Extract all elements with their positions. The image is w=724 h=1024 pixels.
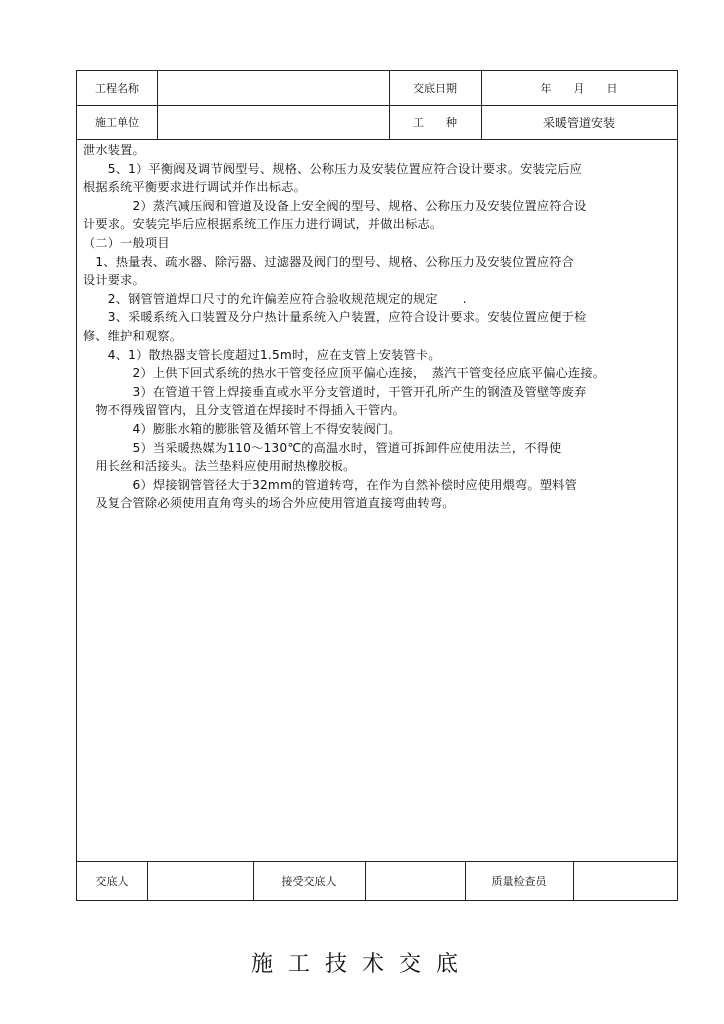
trade-label: 工 种 — [413, 116, 457, 129]
technical-disclosure-form — [76, 70, 678, 901]
content-line: 2）蒸汽减压阀和管道及设备上安全阀的型号、规格、公称压力及安装位置应符合设 — [83, 198, 587, 213]
content-line: 5）当采暖热媒为110～130℃的高温水时，管道可拆卸件应使用法兰，不得使 — [83, 440, 562, 455]
inspector-value — [573, 862, 677, 900]
content-line: 及复合管除必须使用直角弯头的场合外应使用管道直接弯曲转弯。 — [83, 496, 455, 511]
unit-label: 施工单位 — [95, 116, 139, 129]
header-row-2 — [77, 105, 677, 140]
project-name-value — [157, 71, 389, 105]
trade-value: 采暖管道安装 — [542, 115, 615, 130]
inspector-label: 质量检查员 — [491, 875, 547, 888]
page-title: 施工技术交底 — [250, 952, 473, 977]
content-line: 泄水装置。 — [83, 143, 145, 157]
unit-value — [157, 105, 389, 139]
content-line: 5、1）平衡阀及调节阀型号、规格、公称压力及安装位置应符合设计要求。安装完后应 — [83, 161, 583, 176]
content-line: （二）一般项目 — [83, 235, 170, 250]
content-line: 3）在管道干管上焊接垂直或水平分支管道时，干管开孔所产生的钢渣及管壁等废弃 — [83, 384, 587, 399]
content-line: 4）膨胀水箱的膨胀管及循环管上不得安装阀门。 — [83, 421, 401, 436]
handover-label: 交底人 — [95, 875, 129, 888]
receiver-label: 接受交底人 — [281, 875, 337, 888]
content-line: 2）上供下回式系统的热水干管变径应顶平偏心连接， 蒸汽干管变径应底平偏心连接。 — [83, 366, 606, 381]
header-row-1 — [77, 71, 677, 106]
content-line: 2、钢管管道焊口尺寸的允许偏差应符合验收规范规定的规定 . — [83, 291, 467, 306]
signature-row — [77, 861, 677, 900]
disclosure-content — [83, 141, 675, 513]
project-name-label: 工程名称 — [95, 82, 139, 95]
content-line: 6）焊接钢管管径大于32mm的管道转弯，在作为自然补偿时应使用煨弯。塑料管 — [83, 477, 577, 492]
content-line: 计要求。安装完毕后应根据系统工作压力进行调试，并做出标志。 — [83, 217, 443, 232]
content-line: 物不得残留管内，且分支管道在焊接时不得插入干管内。 — [83, 403, 406, 418]
receiver-value — [365, 862, 465, 900]
content-line: 4、1）散热器支管长度超过1.5m时，应在支管上安装管卡。 — [83, 347, 441, 362]
content-line: 设计要求。 — [83, 273, 145, 288]
content-line: 1、热量表、疏水器、除污器、过滤器及阀门的型号、规格、公称压力及安装位置应符合 — [83, 254, 575, 269]
content-line: 根据系统平衡要求进行调试并作出标志。 — [83, 180, 306, 195]
date-value: 年 月 日 — [540, 82, 618, 95]
content-line: 3、采暖系统入口装置及分户热计量系统入户装置，应符合设计要求。安装位置应便于检 — [83, 310, 587, 325]
content-line: 修、维护和观察。 — [83, 328, 183, 343]
content-line: 用长丝和活接头。法兰垫料应使用耐热橡胶板。 — [83, 459, 356, 474]
date-label: 交底日期 — [413, 82, 457, 95]
handover-value — [147, 862, 253, 900]
